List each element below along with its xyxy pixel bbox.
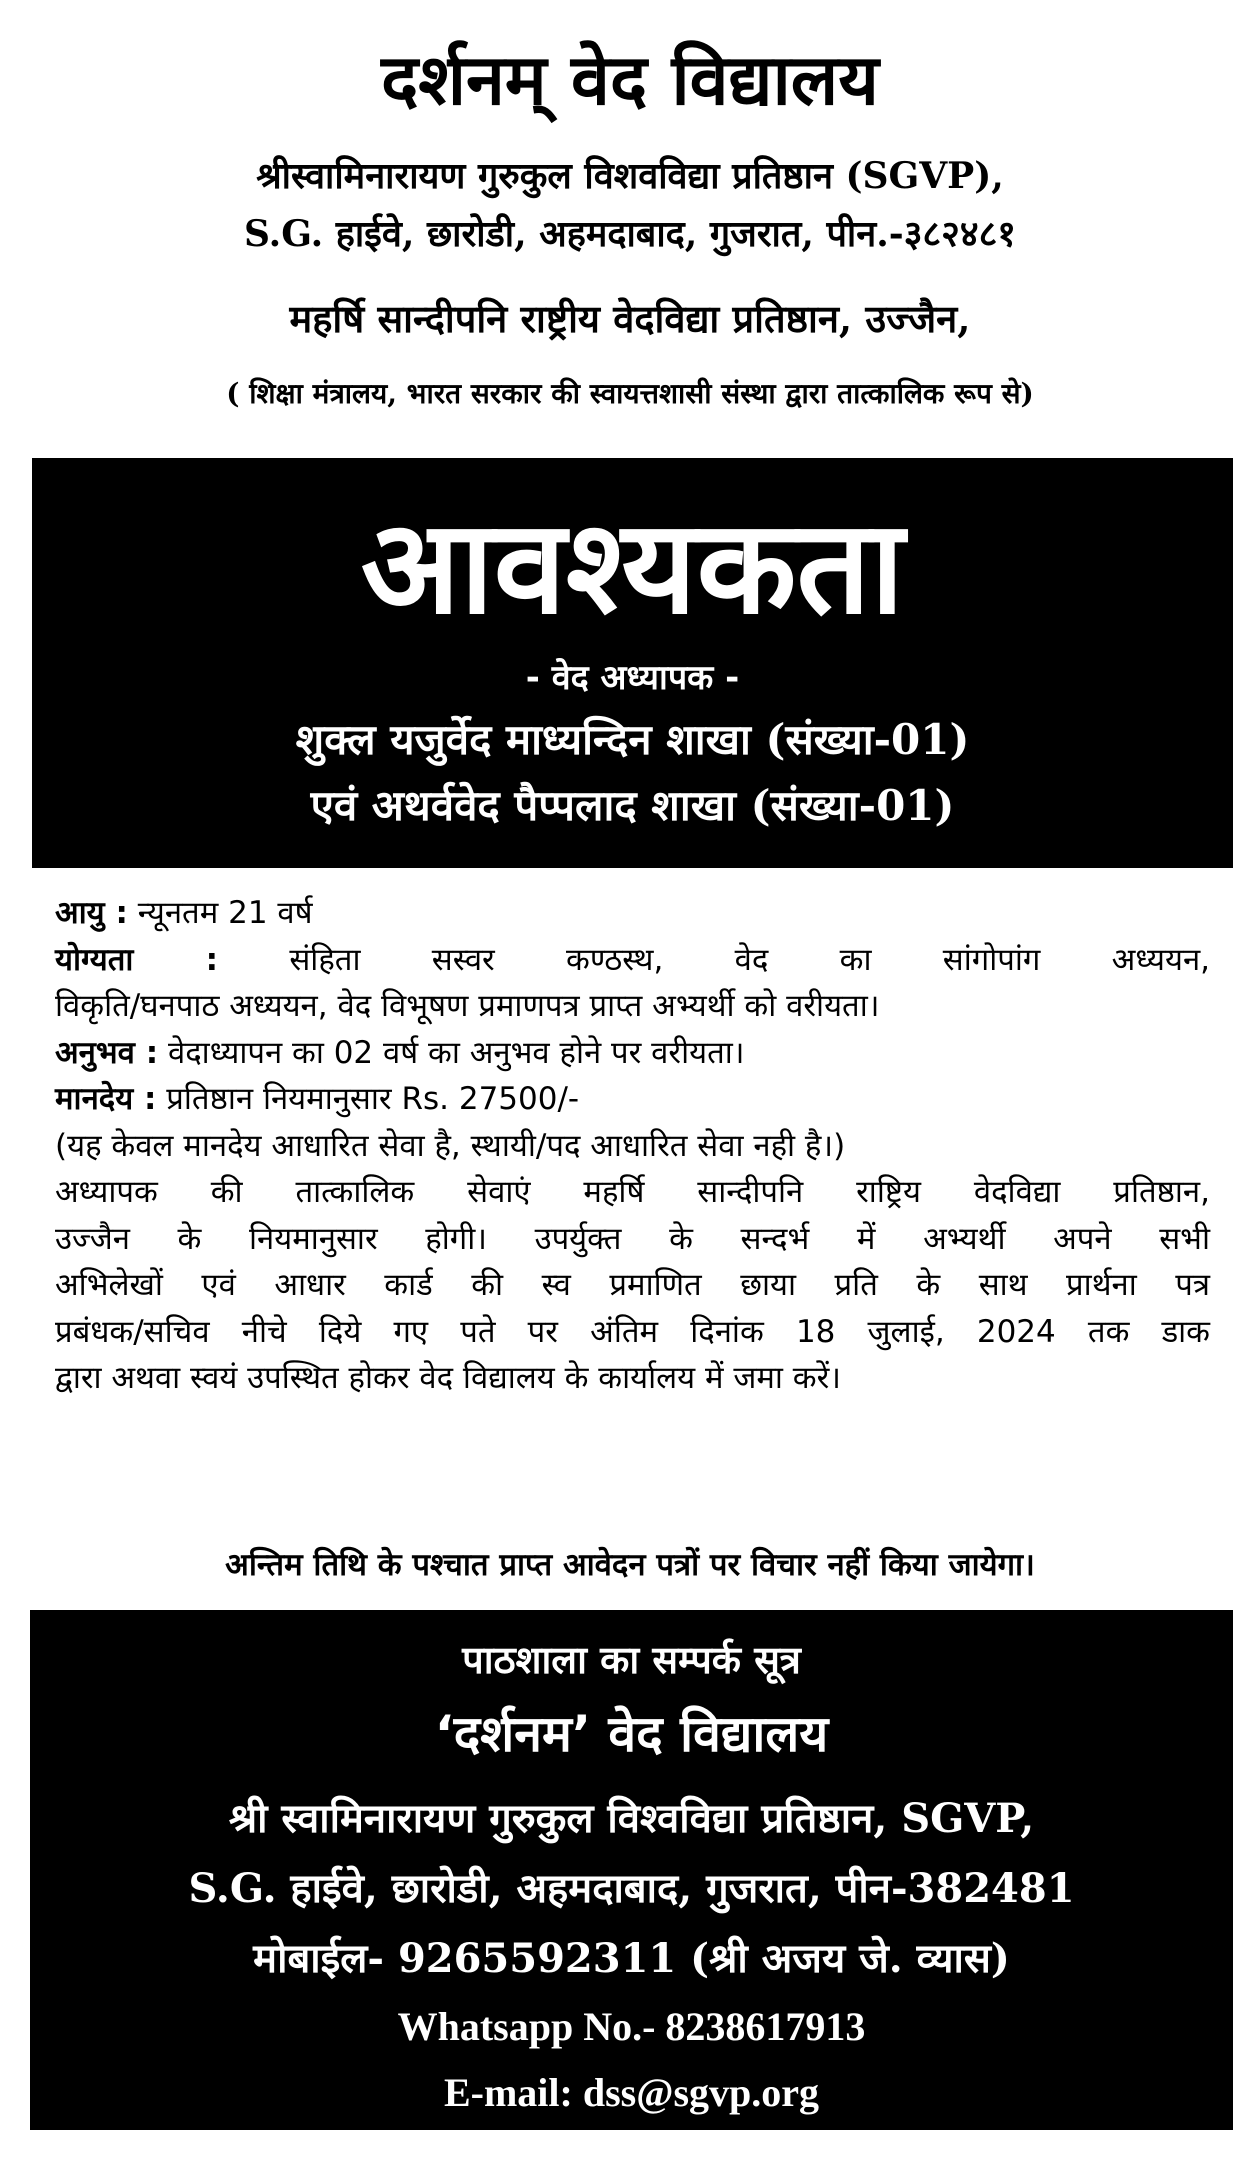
vacancy-title: आवश्यकता bbox=[360, 491, 905, 643]
age-label: आयु : bbox=[55, 895, 128, 931]
qualification-label: योग्यता : bbox=[55, 941, 219, 978]
vacancy-banner bbox=[32, 458, 1233, 868]
experience-label: अनुभव : bbox=[55, 1034, 159, 1071]
honorarium-label: मानदेय : bbox=[55, 1081, 157, 1117]
contact-school-name: ‘दर्शनम’ वेद विद्यालय bbox=[434, 1705, 829, 1763]
honorarium-value: प्रतिष्ठान नियमानुसार Rs. 27500/- bbox=[156, 1081, 580, 1117]
header-line-4: ( शिक्षा मंत्रालय, भारत सरकार की स्वायत्तशासी संस्था द्वारा तात्कालिक रूप से) bbox=[226, 377, 1034, 410]
header-line-2: S.G. हाईवे, छारोडी, अहमदाबाद, गुजरात, पीन.-३८२४८१ bbox=[243, 213, 1017, 255]
paragraph-line-5: द्वारा अथवा स्वयं उपस्थित होकर वेद विद्यालय के कार्यालय में जमा करें। bbox=[55, 1360, 842, 1396]
paragraph-line-4: प्रबंधक/सचिव नीचे दिये गए पते पर अंतिम दिनांक 18 जुलाई, 2024 तक डाक bbox=[55, 1313, 1210, 1350]
vacancy-post-1: शुक्ल यजुर्वेद माध्यन्दिन शाखा (संख्या-01) bbox=[295, 715, 970, 764]
service-note: (यह केवल मानदेय आधारित सेवा है, स्थायी/पद आधारित सेवा नही है।) bbox=[55, 1127, 846, 1164]
header-line-1: श्रीस्वामिनारायण गुरुकुल विशवविद्या प्रतिष्ठान (SGVP), bbox=[256, 155, 1004, 197]
contact-mobile: मोबाईल- 9265592311 (श्री अजय जे. व्यास) bbox=[253, 1935, 1010, 1982]
paragraph-line-2: उज्जैन के नियमानुसार होगी। उपर्युक्त के सन्दर्भ में अभ्यर्थी अपने सभी bbox=[55, 1220, 1210, 1257]
contact-heading: पाठशाला का सम्पर्क सूत्र bbox=[462, 1638, 801, 1682]
paragraph-line-1: अध्यापक की तात्कालिक सेवाएं महर्षि सान्दीपनि राष्ट्रिय वेदविद्या प्रतिष्ठान, bbox=[55, 1174, 1210, 1210]
qualification-row-2: विकृति/घनपाठ अध्ययन, वेद विभूषण प्रमाणपत्र प्राप्त अभ्यर्थी को वरीयता। bbox=[55, 988, 880, 1024]
contact-address-1: श्री स्वामिनारायण गुरुकुल विश्वविद्या प्रतिष्ठान, SGVP, bbox=[228, 1795, 1035, 1842]
contact-address-2: S.G. हाईवे, छारोडी, अहमदाबाद, गुजरात, पीन-382481 bbox=[188, 1865, 1075, 1912]
experience-value: वेदाध्यापन का 02 वर्ष का अनुभव होने पर वरीयता। bbox=[158, 1034, 745, 1071]
age-row bbox=[55, 890, 1210, 937]
contact-whatsapp: Whatsapp No.- 8238617913 bbox=[397, 2004, 866, 2049]
contact-email[interactable]: E-mail: dss@sgvp.org bbox=[443, 2070, 820, 2115]
vacancy-details bbox=[55, 890, 1210, 1402]
institution-title: दर्शनम् वेद विद्यालय bbox=[381, 39, 879, 121]
honorarium-row bbox=[55, 1076, 1210, 1123]
vacancy-post-2: एवं अथर्ववेद पैप्पलाद शाखा (संख्या-01) bbox=[310, 781, 955, 830]
deadline-notice: अन्तिम तिथि के पश्चात प्राप्त आवेदन पत्रों पर विचार नहीं किया जायेगा। bbox=[225, 1547, 1035, 1583]
qualification-row bbox=[55, 937, 1210, 984]
contact-block bbox=[30, 1610, 1233, 2130]
vacancy-subtitle: - वेद अध्यापक - bbox=[525, 658, 740, 698]
experience-row bbox=[55, 1030, 1210, 1077]
qualification-value: संहिता सस्वर कण्ठस्थ, वेद का सांगोपांग अध्ययन, bbox=[218, 941, 1210, 978]
paragraph-line-3: अभिलेखों एवं आधार कार्ड की स्व प्रमाणित छाया प्रति के साथ प्रार्थना पत्र bbox=[55, 1267, 1210, 1303]
header-line-3: महर्षि सान्दीपनि राष्ट्रीय वेदविद्या प्रतिष्ठान, उज्जैन, bbox=[289, 296, 971, 341]
age-value: न्यूनतम 21 वर्ष bbox=[127, 895, 313, 931]
